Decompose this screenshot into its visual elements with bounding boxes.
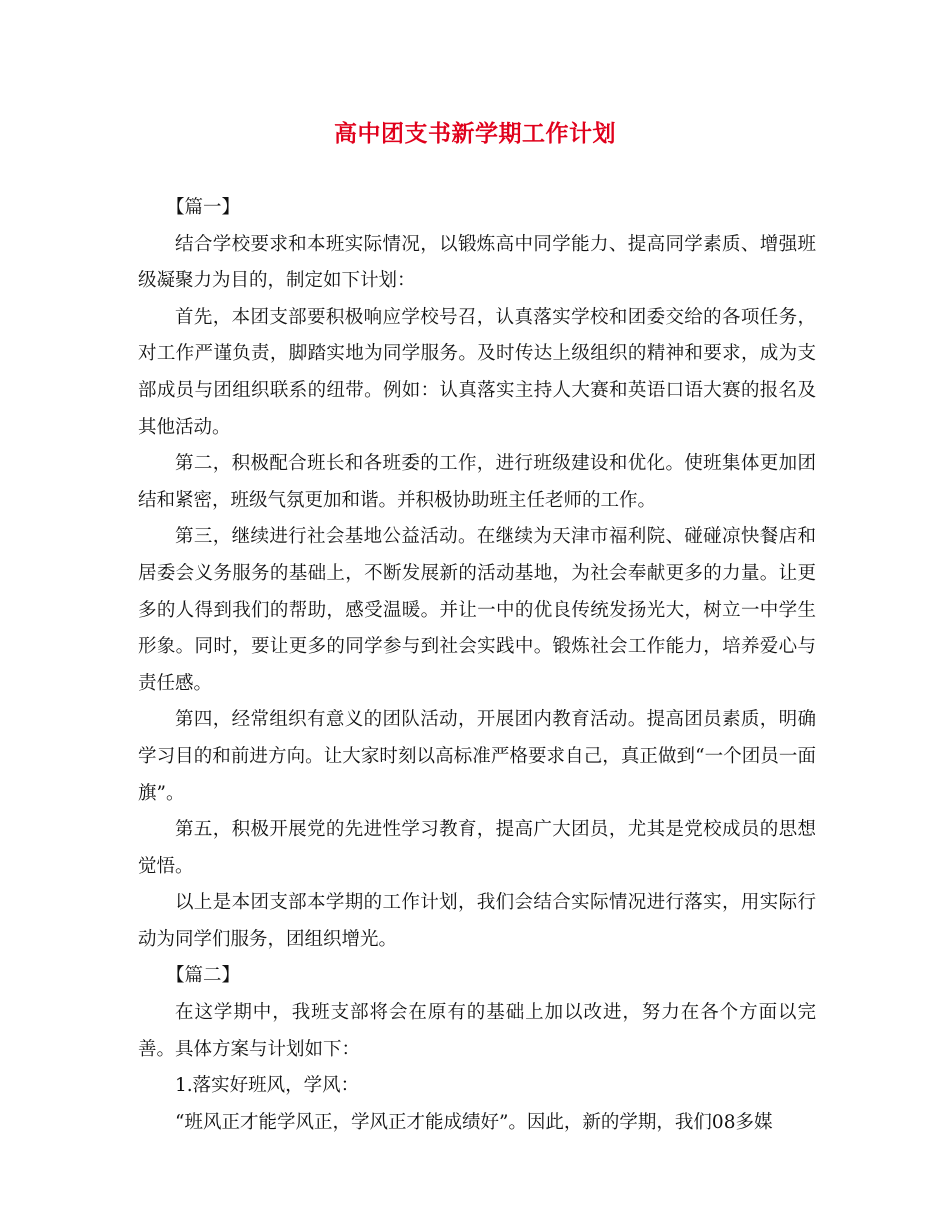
paragraph-item-1: 1.落实好班风，学风： (175, 1075, 360, 1097)
paragraph-summary: 以上是本团支部本学期的工作计划，我们会结合实际情况进行落实，用实际行动为同学们服务，团组织增光。 (138, 892, 816, 950)
paragraph-item-1-detail: “班风正才能学风正，学风正才能成绩好”。因此，新的学期，我们08多媒 (175, 1111, 773, 1133)
paragraph-fourth: 第四，经常组织有意义的团队活动，开展团内教育活动。提高团员素质，明确学习目的和前进方向。让大家时刻以高标准严格要求自己，真正做到“一个团员一面旗”。 (138, 709, 816, 804)
paragraph-plan-intro: 在这学期中，我班支部将会在原有的基础上加以改进，努力在各个方面以完善。具体方案与计划如下： (138, 1002, 816, 1060)
paragraph-third: 第三，继续进行社会基地公益活动。在继续为天津市福利院、碰碰凉快餐店和居委会义务服务的基础上，不断发展新的活动基地，为社会奉献更多的力量。让更多的人得到我们的帮助，感受温暖。并让一中的优良传统发扬光大，树立一中学生形象。同时，要让更多的同学参与到社会实践中。锻炼社会工作能力，培养爱心与责任感。 (138, 526, 816, 694)
paragraph-first: 首先，本团支部要积极响应学校号召，认真落实学校和团委交给的各项任务，对工作严谨负责，脚踏实地为同学服务。及时传达上级组织的精神和要求，成为支部成员与团组织联系的纽带。例如：认真落实主持人大赛和英语口语大赛的报名及其他活动。 (138, 306, 816, 438)
section-heading-1: 【篇一】 (166, 197, 241, 218)
section-heading-2: 【篇二】 (166, 965, 241, 987)
document-title: 高中团支书新学期工作计划 (334, 120, 616, 147)
paragraph-fifth: 第五，积极开展党的先进性学习教育，提高广大团员，尤其是党校成员的思想觉悟。 (138, 819, 816, 877)
paragraph-intro: 结合学校要求和本班实际情况，以锻炼高中同学能力、提高同学素质、增强班级凝聚力为目的，制定如下计划： (138, 233, 816, 292)
document-body (138, 190, 816, 1141)
paragraph-second: 第二，积极配合班长和各班委的工作，进行班级建设和优化。使班集体更加团结和紧密，班级气氛更加和谐。并积极协助班主任老师的工作。 (138, 453, 816, 511)
